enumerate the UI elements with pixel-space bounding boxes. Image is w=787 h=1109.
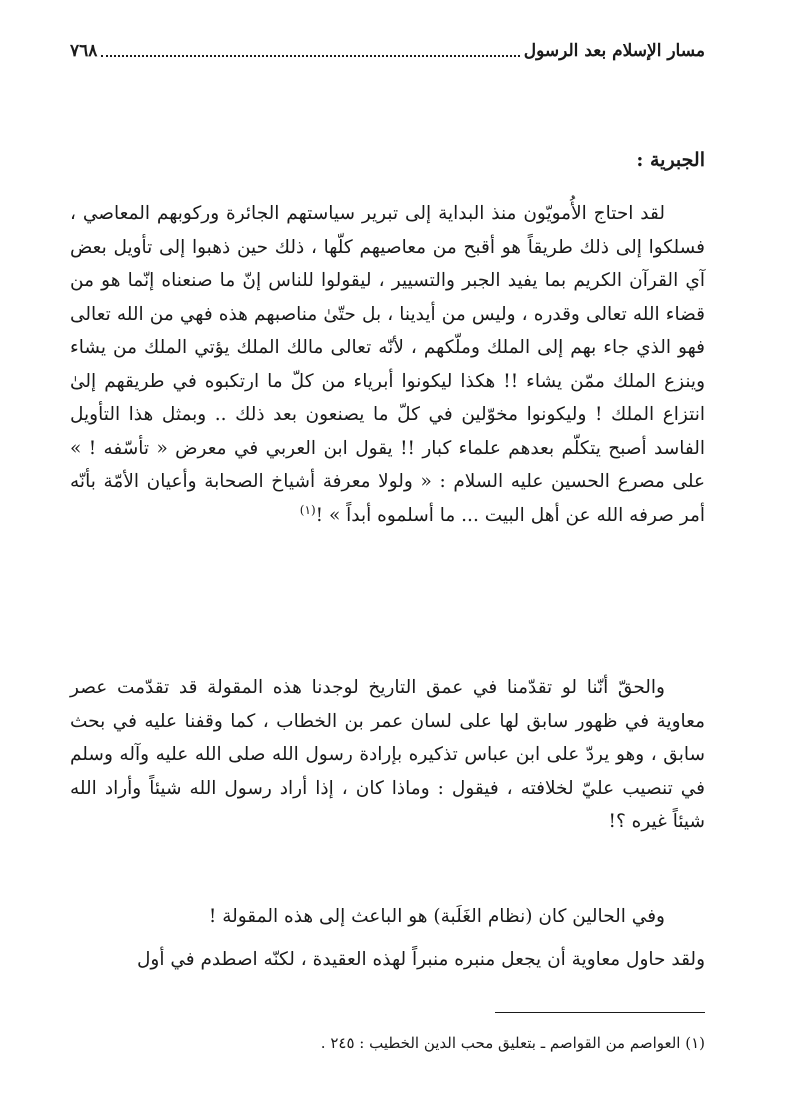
- footnote-reference[interactable]: (١): [299, 502, 316, 517]
- paragraph-3: وفي الحالين كان (نظام الغَلَبة) هو الباعث إلى هذه المقولة !: [208, 906, 665, 927]
- paragraph-1: [70, 197, 705, 532]
- paragraph-2: والحقّ أنّنا لو تقدّمنا في عمق التاريخ لوجدنا هذه المقولة قد تقدّمت عصر معاوية في ظهور سابق لها على لسان عمر بن الخطاب ، كما وقفنا عليه في بحث سابق ، وهو يردّ على ابن عباس تذكيره بإرادة رسول الله صلى الله عليه وآله وسلم في تنصيب عليّ لخلافته ، فيقول : وماذا كان ، إذا أراد رسول الله شيئاً وأراد الله شيئاً غيره ؟!: [70, 677, 705, 832]
- page-number: ٧٦٨: [70, 41, 98, 61]
- running-header: [70, 34, 705, 62]
- paragraph-4: ولقد حاول معاوية أن يجعل منبره منبراً لهذه العقيدة ، لكنّه اصطدم في أول: [136, 949, 705, 970]
- paragraph-1-text: لقد احتاج الأُمويّون منذ البداية إلى تبرير سياستهم الجائرة وركوبهم المعاصي ، فسلكوا إلى ذلك طريقاً هو أقبح من معاصيهم كلّها ، ذلك حين ذهبوا إلى تأويل بعض آي القرآن الكريم بما يفيد الجبر والتسيير ، ليقولوا للناس إنّ ما صنعناه إنّما هو من قضاء الله تعالى وقدره ، وليس من أيدينا ، بل حتّىٰ مناصبهم هذه فهي من الله تعالى فهو الذي جاء بهم إلى الملك وملّكهم ، لأنّه تعالى مالك الملك يؤتي الملك من يشاء وينزع الملك ممّن يشاء !! هكذا ليكونوا أبرياء من كلّ ما ارتكبوه في طريقهم إلىٰ انتزاع الملك ! وليكونوا مخوّلين في كلّ ما يصنعون بعد ذلك .. وبمثل هذا التأويل الفاسد أصبح يتكلّم بعدهم علماء كبار !! يقول ابن العربي في معرض « تأسّفه ! » على مصرع الحسين عليه السلام : « ولولا معرفة أشياخ الصحابة وأعيان الأمّة بأنّه أمر صرفه الله عن أهل البيت ... ما أسلموه أبداً » !: [70, 203, 705, 526]
- section-heading: الجبرية :: [636, 149, 705, 171]
- footnote-separator: [495, 1012, 705, 1013]
- header-title: مسار الإسلام بعد الرسول: [523, 41, 705, 61]
- footnote: (١) العواصم من القواصم ـ بتعليق محب الدين الخطيب : ٢٤٥ .: [320, 1034, 705, 1052]
- header-dot-leader: [101, 55, 519, 57]
